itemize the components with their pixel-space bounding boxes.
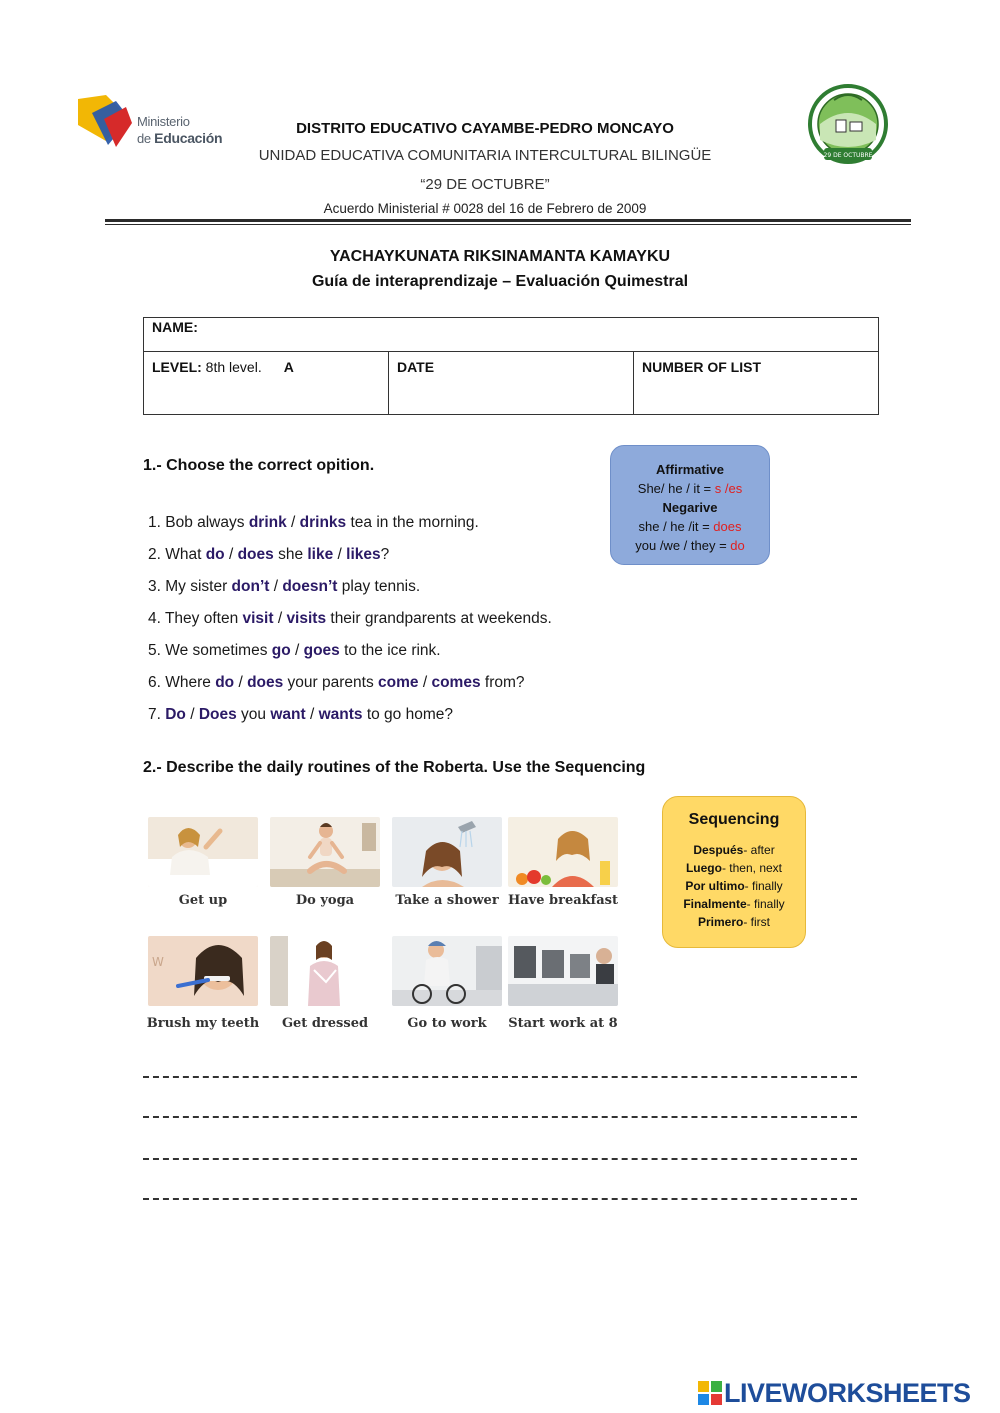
q4-option-visits[interactable]: visits bbox=[286, 610, 327, 627]
neg-rule2-text: you /we / they = bbox=[635, 538, 731, 553]
q2-option-likes[interactable]: likes bbox=[346, 546, 381, 563]
q2-option-do[interactable]: do bbox=[205, 546, 225, 563]
q7-text-c: to go home? bbox=[362, 706, 453, 723]
q2-text-b: she bbox=[273, 546, 308, 563]
get-up-photo bbox=[148, 817, 258, 887]
caption-have-breakfast: Have breakfast bbox=[507, 893, 619, 908]
question-2 bbox=[148, 546, 389, 564]
caption-get-dressed: Get dressed bbox=[281, 1016, 369, 1031]
q1-slash: / bbox=[286, 514, 300, 531]
q6-slash-2: / bbox=[418, 674, 432, 691]
q4-text-b: their grandparents at weekends. bbox=[326, 610, 552, 627]
worksheet-title: YACHAYKUNATA RIKSINAMANTA KAMAYKU bbox=[329, 248, 671, 265]
seq-item-finalmente bbox=[663, 895, 805, 913]
affirmative-rule-text: She/ he / it = bbox=[637, 481, 715, 496]
level-label-group bbox=[152, 359, 294, 375]
question-1 bbox=[148, 514, 479, 532]
seq-item-primero bbox=[663, 913, 805, 931]
q2-text-c: ? bbox=[380, 546, 390, 563]
get-dressed-photo bbox=[270, 936, 380, 1006]
q7-slash-1: / bbox=[185, 706, 199, 723]
level-cell bbox=[144, 351, 389, 415]
question-5 bbox=[148, 642, 441, 660]
seq-en-4: - first bbox=[743, 915, 771, 929]
liveworksheets-mark-icon bbox=[698, 1381, 722, 1405]
affirmative-title: Affirmative bbox=[656, 462, 724, 477]
seq-es-2: Por ultimo bbox=[685, 879, 745, 893]
go-to-work-photo bbox=[392, 936, 502, 1006]
q3-text-a: 3. My sister bbox=[148, 578, 232, 595]
q6-slash-1: / bbox=[234, 674, 248, 691]
q1-text-b: tea in the morning. bbox=[346, 514, 479, 531]
answer-line-2[interactable] bbox=[143, 1114, 857, 1118]
q6-text-b: your parents bbox=[283, 674, 379, 691]
q6-option-comes[interactable]: comes bbox=[431, 674, 481, 691]
school-type: UNIDAD EDUCATIVA COMUNITARIA INTERCULTURAL BILINGÜE bbox=[258, 147, 712, 164]
answer-line-3[interactable] bbox=[143, 1156, 857, 1160]
question-6 bbox=[148, 674, 525, 692]
q6-text-a: 6. Where bbox=[148, 674, 216, 691]
q7-slash-2: / bbox=[305, 706, 319, 723]
sequencing-box bbox=[662, 796, 806, 948]
q2-text-a: 2. What bbox=[148, 546, 206, 563]
seq-item-luego bbox=[663, 859, 805, 877]
do-yoga-photo bbox=[270, 817, 380, 887]
seq-es-1: Luego bbox=[685, 861, 722, 875]
date-cell bbox=[389, 351, 634, 415]
q7-option-want[interactable]: want bbox=[270, 706, 306, 723]
date-input[interactable] bbox=[397, 385, 625, 409]
affirmative-suffix: s /es bbox=[714, 481, 743, 496]
svg-text:29 DE OCTUBRE: 29 DE OCTUBRE bbox=[823, 152, 873, 159]
header-divider-thin bbox=[105, 224, 911, 225]
question-3 bbox=[148, 578, 420, 596]
caption-do-yoga: Do yoga bbox=[295, 893, 355, 908]
q5-option-goes[interactable]: goes bbox=[303, 642, 340, 659]
q5-option-go[interactable]: go bbox=[271, 642, 291, 659]
seq-en-1: - then, next bbox=[721, 861, 783, 875]
q6-option-does[interactable]: does bbox=[247, 674, 284, 691]
ministry-bold: Educación bbox=[154, 130, 223, 146]
school-name: “29 DE OCTUBRE” bbox=[420, 176, 550, 193]
section1-title: 1.- Choose the correct opition. bbox=[143, 457, 375, 474]
q7-option-do[interactable]: Do bbox=[165, 706, 186, 723]
negative-title: Negarive bbox=[662, 500, 718, 515]
negative-rule-1 bbox=[611, 517, 769, 536]
liveworksheets-logo bbox=[698, 1378, 971, 1409]
neg-rule1-value: does bbox=[713, 519, 742, 534]
q2-option-does[interactable]: does bbox=[237, 546, 274, 563]
q3-option-dont[interactable]: don’t bbox=[231, 578, 270, 595]
school-seal-icon bbox=[806, 82, 890, 170]
name-input[interactable] bbox=[214, 322, 870, 346]
grammar-rules-box bbox=[610, 445, 770, 565]
seq-en-3: - finally bbox=[746, 897, 785, 911]
neg-rule1-text: she / he /it = bbox=[638, 519, 714, 534]
sequencing-title: Sequencing bbox=[688, 811, 780, 828]
q1-option-drinks[interactable]: drinks bbox=[299, 514, 347, 531]
brush-my-teeth-photo bbox=[148, 936, 258, 1006]
seq-es-0: Después bbox=[693, 843, 744, 857]
list-number-input[interactable] bbox=[642, 385, 871, 409]
negative-rule-2 bbox=[611, 536, 769, 555]
q2-slash-2: / bbox=[333, 546, 347, 563]
caption-get-up: Get up bbox=[178, 893, 228, 908]
list-number-cell bbox=[634, 351, 879, 415]
answer-line-4[interactable] bbox=[143, 1196, 857, 1200]
affirmative-rule bbox=[611, 479, 769, 498]
q4-slash: / bbox=[273, 610, 287, 627]
q7-option-wants[interactable]: wants bbox=[318, 706, 363, 723]
q6-option-come[interactable]: come bbox=[378, 674, 419, 691]
q5-text-b: to the ice rink. bbox=[339, 642, 441, 659]
caption-brush-my-teeth: Brush my teeth bbox=[146, 1016, 260, 1031]
level-label: LEVEL: bbox=[152, 359, 202, 375]
take-a-shower-photo bbox=[392, 817, 502, 887]
header-divider bbox=[105, 219, 911, 222]
level-group: A bbox=[283, 359, 294, 375]
q7-text-b: you bbox=[236, 706, 271, 723]
q5-slash: / bbox=[290, 642, 304, 659]
q7-text-a: 7. bbox=[148, 706, 166, 723]
q1-option-drink[interactable]: drink bbox=[248, 514, 287, 531]
district-name: DISTRITO EDUCATIVO CAYAMBE-PEDRO MONCAYO bbox=[296, 120, 674, 137]
seq-es-4: Primero bbox=[697, 915, 744, 929]
q4-option-visit[interactable]: visit bbox=[242, 610, 274, 627]
question-7 bbox=[148, 706, 453, 724]
q2-option-like[interactable]: like bbox=[307, 546, 334, 563]
seq-es-3: Finalmente bbox=[683, 897, 747, 911]
have-breakfast-photo bbox=[508, 817, 618, 887]
caption-go-to-work: Go to work bbox=[407, 1016, 487, 1031]
list-number-label: NUMBER OF LIST bbox=[642, 359, 761, 375]
student-info-table bbox=[143, 317, 879, 415]
date-label: DATE bbox=[397, 359, 435, 375]
answer-line-1[interactable] bbox=[143, 1074, 857, 1078]
svg-text:W: W bbox=[152, 955, 164, 969]
question-4 bbox=[148, 610, 552, 628]
seq-item-por-ultimo bbox=[663, 877, 805, 895]
seq-item-despues bbox=[663, 841, 805, 859]
section2-title: 2.- Describe the daily routines of the Roberta. Use the Sequencing bbox=[143, 759, 646, 776]
caption-start-work: Start work at 8 bbox=[508, 1016, 618, 1031]
q4-text-a: 4. They often bbox=[148, 610, 243, 627]
q6-text-c: from? bbox=[480, 674, 525, 691]
q3-slash: / bbox=[269, 578, 283, 595]
worksheet-subtitle: Guía de interaprendizaje – Evaluación Quimestral bbox=[311, 273, 689, 290]
ministry-prefix: de bbox=[137, 131, 155, 146]
ministerial-agreement: Acuerdo Ministerial # 0028 del 16 de Febrero de 2009 bbox=[323, 201, 647, 216]
q3-option-doesnt[interactable]: doesn’t bbox=[282, 578, 338, 595]
liveworksheets-text: LIVEWORKSHEETS bbox=[724, 1378, 971, 1408]
neg-rule2-value: do bbox=[730, 538, 745, 553]
seq-en-0: - after bbox=[743, 843, 775, 857]
level-value: 8th level. bbox=[205, 359, 262, 375]
q5-text-a: 5. We sometimes bbox=[148, 642, 272, 659]
name-row bbox=[144, 318, 878, 352]
name-label: NAME: bbox=[152, 319, 198, 335]
q7-option-does[interactable]: Does bbox=[198, 706, 237, 723]
start-work-photo bbox=[508, 936, 618, 1006]
q1-text-a: 1. Bob always bbox=[148, 514, 249, 531]
seq-en-2: - finally bbox=[744, 879, 783, 893]
caption-take-a-shower: Take a shower bbox=[395, 893, 499, 908]
q3-text-b: play tennis. bbox=[337, 578, 421, 595]
q6-option-do[interactable]: do bbox=[215, 674, 235, 691]
q2-slash-1: / bbox=[224, 546, 238, 563]
ministry-line1: Ministerio bbox=[137, 114, 190, 129]
